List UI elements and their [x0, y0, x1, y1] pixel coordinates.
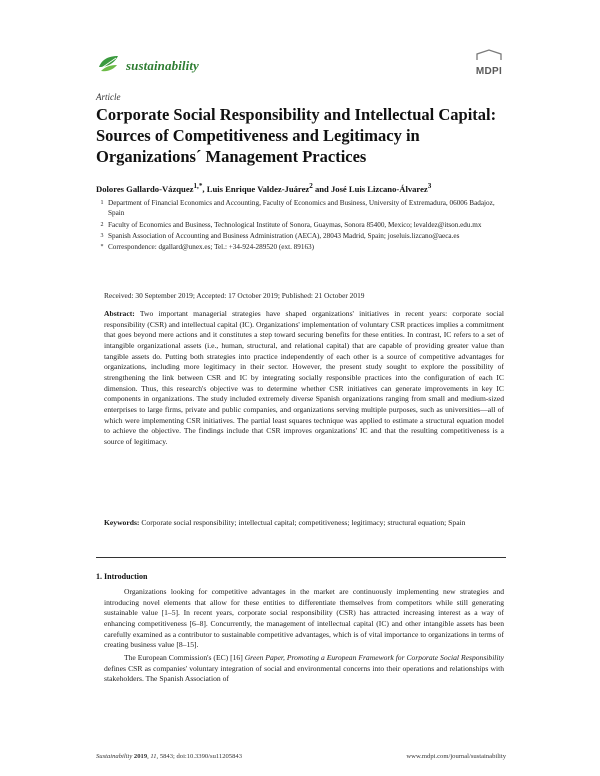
affiliation-item	[96, 231, 506, 241]
section-heading: 1. Introduction	[96, 572, 148, 581]
author-list: Dolores Gallardo-Vázquez$^{1,*}$, Luis Enrique Valdez-Juárez$^2$ and José Luis Lizcano-Álvarez$^3$	[96, 182, 432, 194]
affiliation-list	[96, 198, 506, 253]
journal-logo[interactable]	[96, 50, 199, 81]
author-affiliation-mark: 1,*	[193, 182, 203, 190]
footer-year: 2019	[133, 753, 148, 760]
keywords-label: Keywords:	[104, 518, 140, 527]
section-divider	[96, 557, 506, 558]
leaf-icon	[96, 50, 122, 81]
footer-volume: 11	[150, 753, 157, 760]
affiliation-mark: 1	[100, 200, 104, 206]
article-type: Article	[96, 92, 121, 102]
abstract-label: Abstract:	[104, 309, 135, 318]
journal-name: sustainability	[126, 57, 199, 73]
author-affiliation-mark: 3	[427, 182, 432, 190]
affiliation-item	[96, 198, 506, 219]
footer-doi: , 5843; doi:10.3390/su11205843	[156, 753, 242, 760]
paragraph: Organizations looking for competitive advantages in the market are continuously implementing new strategies and introducing novel elements that allow for these entities to differentiate themselves from competitors while still generating sustainable value [1–5]. In recent years, corporate social responsibility (CSR) has attracted increasing interest as a way of enhancing competitiveness [6–8]. Concurrently, the management of intellectual capital (IC) and other intangible assets has been carefully examined as a contributor to sustainable competitive advantages, which is of vital importance to organizations in terms of creating business value [8–15].	[104, 587, 504, 650]
abstract-text: Two important managerial strategies have shaped organizations' initiatives in recent years: corporate social responsibility (CSR) and intellectual capital (IC). Organizations' implementation of voluntary CSR practices implies a commitment that goes beyond mere actions and it constitutes a step toward securing benefits for these entities. In contrast, IC refers to a set of intangible organizational assets (i.e., human, structural, and relational capital) that are capable of providing greater value than tangible assets do. Putting both strategies into practice independently of each other is a source of competitive advantages for organizations, including more legitimacy in their sector. However, the present study sought to explore the possibility of strengthening the link between CSR and IC by integrating socially responsible practices into the configuration of each IC dimension. Thus, this research's objective was to determine whether CSR initiatives can generate improvements in key IC components in organizations. The study included extremely diverse Spanish organizations ranging from small and medium-sized enterprises to large firms, private and public companies, and organizations serving multiple purposes, such as universities—all of which were implementing CSR initiatives. The partial least squares technique was applied to estimate a structural equation model to achieve the objective. The findings include that CSR improves organizations' IC and that the resulting competitiveness is a source of legitimacy.	[104, 309, 504, 446]
cited-document-title: Green Paper, Promoting a European Framework for Corporate Social Responsibility	[244, 652, 504, 662]
author-name: Dolores Gallardo-Vázquez	[96, 183, 194, 194]
publisher-name: MDPI	[475, 66, 503, 77]
affiliation-text: Spanish Association of Accounting and Business Administration (AECA), 28043 Madrid, Spain; joseluis.lizcano@aeca.es	[108, 231, 460, 240]
abstract	[104, 309, 504, 448]
publication-dates: Received: 30 September 2019; Accepted: 17 October 2019; Published: 21 October 2019	[104, 291, 365, 300]
paragraph-text: The European Commission's (EC) [16]	[124, 652, 245, 662]
mdpi-icon	[474, 48, 504, 66]
correspondence-item	[96, 242, 506, 252]
journal-url[interactable]: www.mdpi.com/journal/sustainability	[406, 753, 506, 760]
paragraph-text: defines CSR as companies' voluntary integration of social and environmental concerns into their operations and relationships with stakeholders. The Spanish Association of	[104, 663, 504, 684]
page-header	[96, 48, 504, 78]
author-name: José Luis Lizcano-Álvarez	[330, 183, 428, 194]
article-title: Corporate Social Responsibility and Intellectual Capital: Sources of Competitiveness and Legitimacy in Organizations´ Management Practices	[96, 105, 497, 166]
keywords	[104, 518, 504, 529]
citation: Sustainability 2019, 11, 5843; doi:10.3390/su11205843	[96, 753, 242, 760]
affiliation-item	[96, 220, 506, 230]
affiliation-text: Department of Financial Economics and Accounting, Faculty of Economics and Business, University of Extremadura, 06006 Badajoz, Spain	[108, 199, 495, 218]
publisher-logo[interactable]	[474, 48, 504, 77]
keywords-text: Corporate social responsibility; intellectual capital; competitiveness; legitimacy; structural equation; Spain	[141, 518, 466, 527]
correspondence-text: Correspondence: dgallard@unex.es; Tel.: +34-924-289520 (ext. 89163)	[108, 243, 315, 252]
paragraph	[104, 653, 504, 685]
correspondence-mark: *	[100, 244, 104, 251]
author-affiliation-mark: 2	[309, 182, 313, 190]
footer-journal: Sustainability	[96, 753, 133, 760]
affiliation-text: Faculty of Economics and Business, Technological Institute of Sonora, Guaymas, Sonora 85400, Mexico; levaldez@itson.edu.mx	[108, 220, 482, 229]
affiliation-mark: 3	[100, 232, 104, 239]
author-name: Luis Enrique Valdez-Juárez	[206, 183, 310, 194]
affiliation-mark: 2	[100, 221, 104, 228]
body-text	[104, 587, 504, 685]
